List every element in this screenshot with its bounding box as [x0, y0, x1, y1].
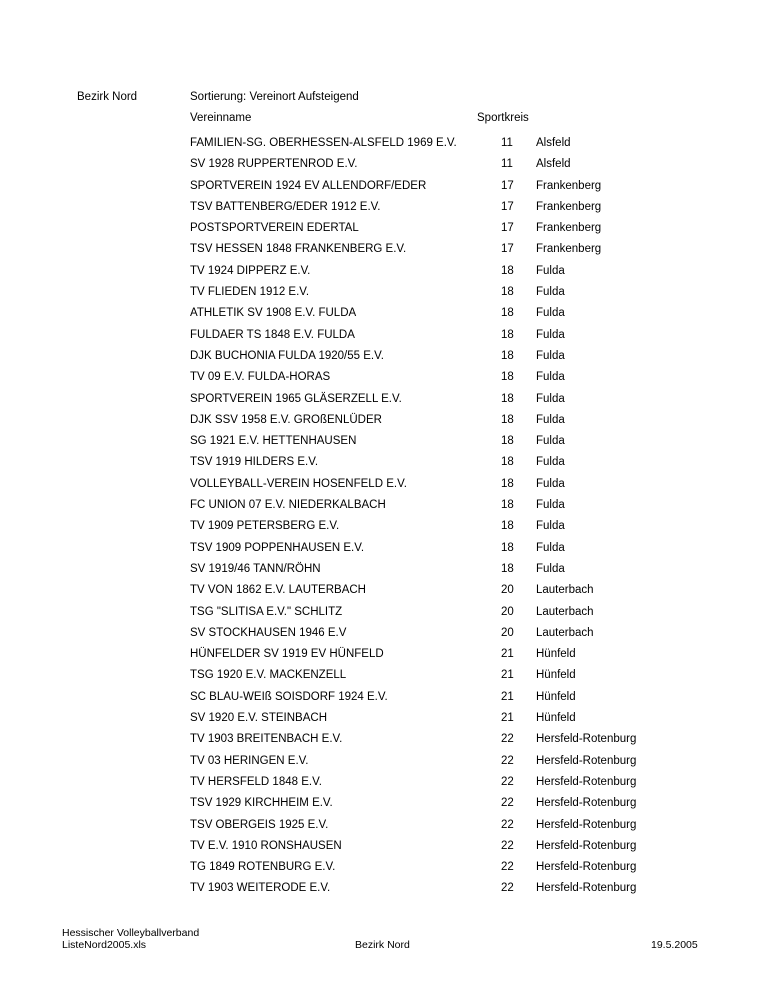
club-name-cell: TG 1849 ROTENBURG E.V.: [190, 861, 336, 874]
club-name-cell: DJK BUCHONIA FULDA 1920/55 E.V.: [190, 349, 384, 362]
sportkreis-name-cell: Fulda: [536, 520, 565, 533]
table-row: [0, 365, 768, 386]
table-row: [0, 174, 768, 195]
table-row: [0, 408, 768, 429]
sportkreis-name-cell: Fulda: [536, 541, 565, 554]
sportkreis-name-cell: Hersfeld-Rotenburg: [536, 861, 637, 874]
sportkreis-name-cell: Alsfeld: [536, 158, 571, 171]
sportkreis-number-cell: 11: [501, 137, 513, 149]
sportkreis-name-cell: Lauterbach: [536, 626, 594, 639]
sportkreis-name-cell: Lauterbach: [536, 584, 594, 597]
sportkreis-number-cell: 20: [501, 605, 514, 618]
sportkreis-number-cell: 20: [501, 626, 514, 639]
table-row: [0, 216, 768, 237]
sportkreis-number-cell: 22: [501, 733, 514, 746]
club-name-cell: SV 1920 E.V. STEINBACH: [190, 712, 328, 725]
sportkreis-number-cell: 18: [501, 307, 514, 320]
club-name-cell: DJK SSV 1958 E.V. GROßENLÜDER: [190, 413, 382, 426]
column-header-name: Vereinname: [190, 112, 252, 124]
table-row: [0, 876, 768, 897]
sportkreis-number-cell: 22: [501, 818, 514, 831]
table-row: [0, 237, 768, 258]
sportkreis-number-cell: 18: [501, 286, 514, 299]
club-name-cell: SV STOCKHAUSEN 1946 E.V: [190, 626, 347, 639]
sort-label: Sortierung: Vereinort Aufsteigend: [190, 91, 359, 103]
sportkreis-name-cell: Alsfeld: [536, 137, 571, 149]
club-name-cell: TSV BATTENBERG/EDER 1912 E.V.: [190, 200, 381, 213]
sportkreis-name-cell: Hünfeld: [536, 712, 576, 725]
table-row: [0, 855, 768, 876]
sportkreis-name-cell: Hünfeld: [536, 669, 576, 682]
sportkreis-number-cell: 18: [501, 371, 514, 384]
footer-organization: Hessischer Volleyballverband: [62, 927, 200, 939]
sportkreis-name-cell: Fulda: [536, 307, 565, 320]
sportkreis-number-cell: 18: [501, 413, 514, 426]
table-row: [0, 557, 768, 578]
club-name-cell: HÜNFELDER SV 1919 EV HÜNFELD: [190, 648, 384, 661]
club-name-cell: TV 1924 DIPPERZ E.V.: [190, 264, 311, 277]
table-row: [0, 195, 768, 216]
sportkreis-number-cell: 18: [501, 499, 514, 512]
table-row: [0, 727, 768, 748]
sportkreis-name-cell: Fulda: [536, 264, 565, 277]
sportkreis-number-cell: 22: [501, 797, 514, 810]
footer-region: Bezirk Nord: [355, 939, 410, 951]
sportkreis-name-cell: Hersfeld-Rotenburg: [536, 882, 637, 895]
table-row: [0, 663, 768, 684]
sportkreis-name-cell: Lauterbach: [536, 605, 594, 618]
region-label: Bezirk Nord: [77, 91, 138, 103]
club-name-cell: TV VON 1862 E.V. LAUTERBACH: [190, 584, 366, 597]
sportkreis-number-cell: 17: [501, 222, 514, 235]
club-name-cell: FAMILIEN-SG. OBERHESSEN-ALSFELD 1969 E.V.: [190, 137, 457, 149]
table-row: [0, 152, 768, 173]
table-row: [0, 642, 768, 663]
club-name-cell: TSV 1929 KIRCHHEIM E.V.: [190, 797, 333, 810]
table-row: [0, 493, 768, 514]
sportkreis-name-cell: Fulda: [536, 413, 565, 426]
club-name-cell: TV FLIEDEN 1912 E.V.: [190, 286, 310, 299]
sportkreis-number-cell: 18: [501, 349, 514, 362]
sportkreis-name-cell: Fulda: [536, 392, 565, 405]
club-name-cell: TV 1903 WEITERODE E.V.: [190, 882, 331, 895]
club-list: [0, 131, 768, 898]
table-row: [0, 834, 768, 855]
table-row: [0, 600, 768, 621]
club-name-cell: TSG "SLITISA E.V." SCHLITZ: [190, 605, 343, 618]
footer-date: 19.5.2005: [651, 939, 698, 951]
sportkreis-number-cell: 18: [501, 435, 514, 448]
club-name-cell: TSV 1909 POPPENHAUSEN E.V.: [190, 541, 365, 554]
sportkreis-number-cell: 18: [501, 477, 514, 490]
sportkreis-name-cell: Hersfeld-Rotenburg: [536, 839, 637, 852]
table-row: [0, 301, 768, 322]
sportkreis-number-cell: 18: [501, 562, 514, 575]
club-name-cell: TV HERSFELD 1848 E.V.: [190, 775, 322, 788]
club-name-cell: TV 09 E.V. FULDA-HORAS: [190, 371, 331, 384]
table-row: [0, 685, 768, 706]
sportkreis-name-cell: Fulda: [536, 477, 565, 490]
club-name-cell: SPORTVEREIN 1965 GLÄSERZELL E.V.: [190, 392, 402, 405]
club-name-cell: TSV HESSEN 1848 FRANKENBERG E.V.: [190, 243, 407, 256]
club-name-cell: SV 1919/46 TANN/RÖHN: [190, 562, 321, 575]
club-name-cell: FULDAER TS 1848 E.V. FULDA: [190, 328, 355, 341]
sportkreis-number-cell: 21: [501, 648, 514, 661]
club-name-cell: VOLLEYBALL-VEREIN HOSENFELD E.V.: [190, 477, 407, 490]
table-row: [0, 450, 768, 471]
table-row: [0, 813, 768, 834]
sportkreis-number-cell: 20: [501, 584, 514, 597]
club-name-cell: SC BLAU-WEIß SOISDORF 1924 E.V.: [190, 690, 388, 703]
club-name-cell: TV 1903 BREITENBACH E.V.: [190, 733, 343, 746]
club-name-cell: FC UNION 07 E.V. NIEDERKALBACH: [190, 499, 386, 512]
sportkreis-name-cell: Frankenberg: [536, 222, 602, 235]
club-name-cell: TV E.V. 1910 RONSHAUSEN: [190, 839, 342, 852]
sportkreis-number-cell: 21: [501, 690, 514, 703]
table-row: [0, 131, 768, 152]
sportkreis-number-cell: 22: [501, 861, 514, 874]
sportkreis-name-cell: Fulda: [536, 349, 565, 362]
club-name-cell: TSV OBERGEIS 1925 E.V.: [190, 818, 329, 831]
sportkreis-name-cell: Fulda: [536, 328, 565, 341]
club-name-cell: SG 1921 E.V. HETTENHAUSEN: [190, 435, 357, 448]
footer-filename: ListeNord2005.xls: [62, 939, 147, 951]
table-row: [0, 749, 768, 770]
sportkreis-name-cell: Hersfeld-Rotenburg: [536, 818, 637, 831]
sportkreis-name-cell: Frankenberg: [536, 179, 602, 192]
club-name-cell: POSTSPORTVEREIN EDERTAL: [190, 222, 359, 235]
sportkreis-name-cell: Hünfeld: [536, 690, 576, 703]
sportkreis-number-cell: 21: [501, 712, 514, 725]
sportkreis-name-cell: Frankenberg: [536, 243, 602, 256]
sportkreis-number-cell: 22: [501, 775, 514, 788]
table-row: [0, 387, 768, 408]
sportkreis-name-cell: Fulda: [536, 371, 565, 384]
sportkreis-name-cell: Fulda: [536, 435, 565, 448]
table-row: [0, 280, 768, 301]
sportkreis-number-cell: 22: [501, 882, 514, 895]
sportkreis-number-cell: 18: [501, 328, 514, 341]
table-row: [0, 770, 768, 791]
table-row: [0, 429, 768, 450]
sportkreis-number-cell: 18: [501, 520, 514, 533]
club-name-cell: TV 03 HERINGEN E.V.: [190, 754, 309, 767]
sportkreis-name-cell: Hersfeld-Rotenburg: [536, 797, 637, 810]
sportkreis-name-cell: Hersfeld-Rotenburg: [536, 775, 637, 788]
sportkreis-number-cell: 17: [501, 243, 514, 256]
club-name-cell: SV 1928 RUPPERTENROD E.V.: [190, 158, 358, 171]
sportkreis-number-cell: 17: [501, 200, 514, 213]
table-row: [0, 706, 768, 727]
sportkreis-number-cell: 18: [501, 264, 514, 277]
club-name-cell: TV 1909 PETERSBERG E.V.: [190, 520, 340, 533]
sportkreis-name-cell: Fulda: [536, 562, 565, 575]
table-row: [0, 472, 768, 493]
sportkreis-name-cell: Frankenberg: [536, 200, 602, 213]
table-row: [0, 259, 768, 280]
table-row: [0, 536, 768, 557]
sportkreis-name-cell: Hünfeld: [536, 648, 576, 661]
sportkreis-number-cell: 22: [501, 754, 514, 767]
sportkreis-number-cell: 21: [501, 669, 514, 682]
sportkreis-number-cell: 22: [501, 839, 514, 852]
table-row: [0, 578, 768, 599]
club-name-cell: TSG 1920 E.V. MACKENZELL: [190, 669, 347, 682]
sportkreis-name-cell: Hersfeld-Rotenburg: [536, 754, 637, 767]
table-row: [0, 791, 768, 812]
sportkreis-name-cell: Hersfeld-Rotenburg: [536, 733, 637, 746]
sportkreis-number-cell: 18: [501, 541, 514, 554]
sportkreis-name-cell: Fulda: [536, 286, 565, 299]
sportkreis-number-cell: 18: [501, 456, 514, 469]
sportkreis-number-cell: 17: [501, 179, 514, 192]
table-row: [0, 514, 768, 535]
sportkreis-name-cell: Fulda: [536, 456, 565, 469]
club-name-cell: ATHLETIK SV 1908 E.V. FULDA: [190, 307, 357, 320]
column-header-sportkreis: Sportkreis: [477, 112, 529, 124]
sportkreis-name-cell: Fulda: [536, 499, 565, 512]
table-row: [0, 344, 768, 365]
sportkreis-number-cell: 18: [501, 392, 514, 405]
table-row: [0, 621, 768, 642]
sportkreis-number-cell: 11: [501, 158, 513, 171]
table-row: [0, 323, 768, 344]
club-name-cell: SPORTVEREIN 1924 EV ALLENDORF/EDER: [190, 179, 427, 192]
club-name-cell: TSV 1919 HILDERS E.V.: [190, 456, 319, 469]
